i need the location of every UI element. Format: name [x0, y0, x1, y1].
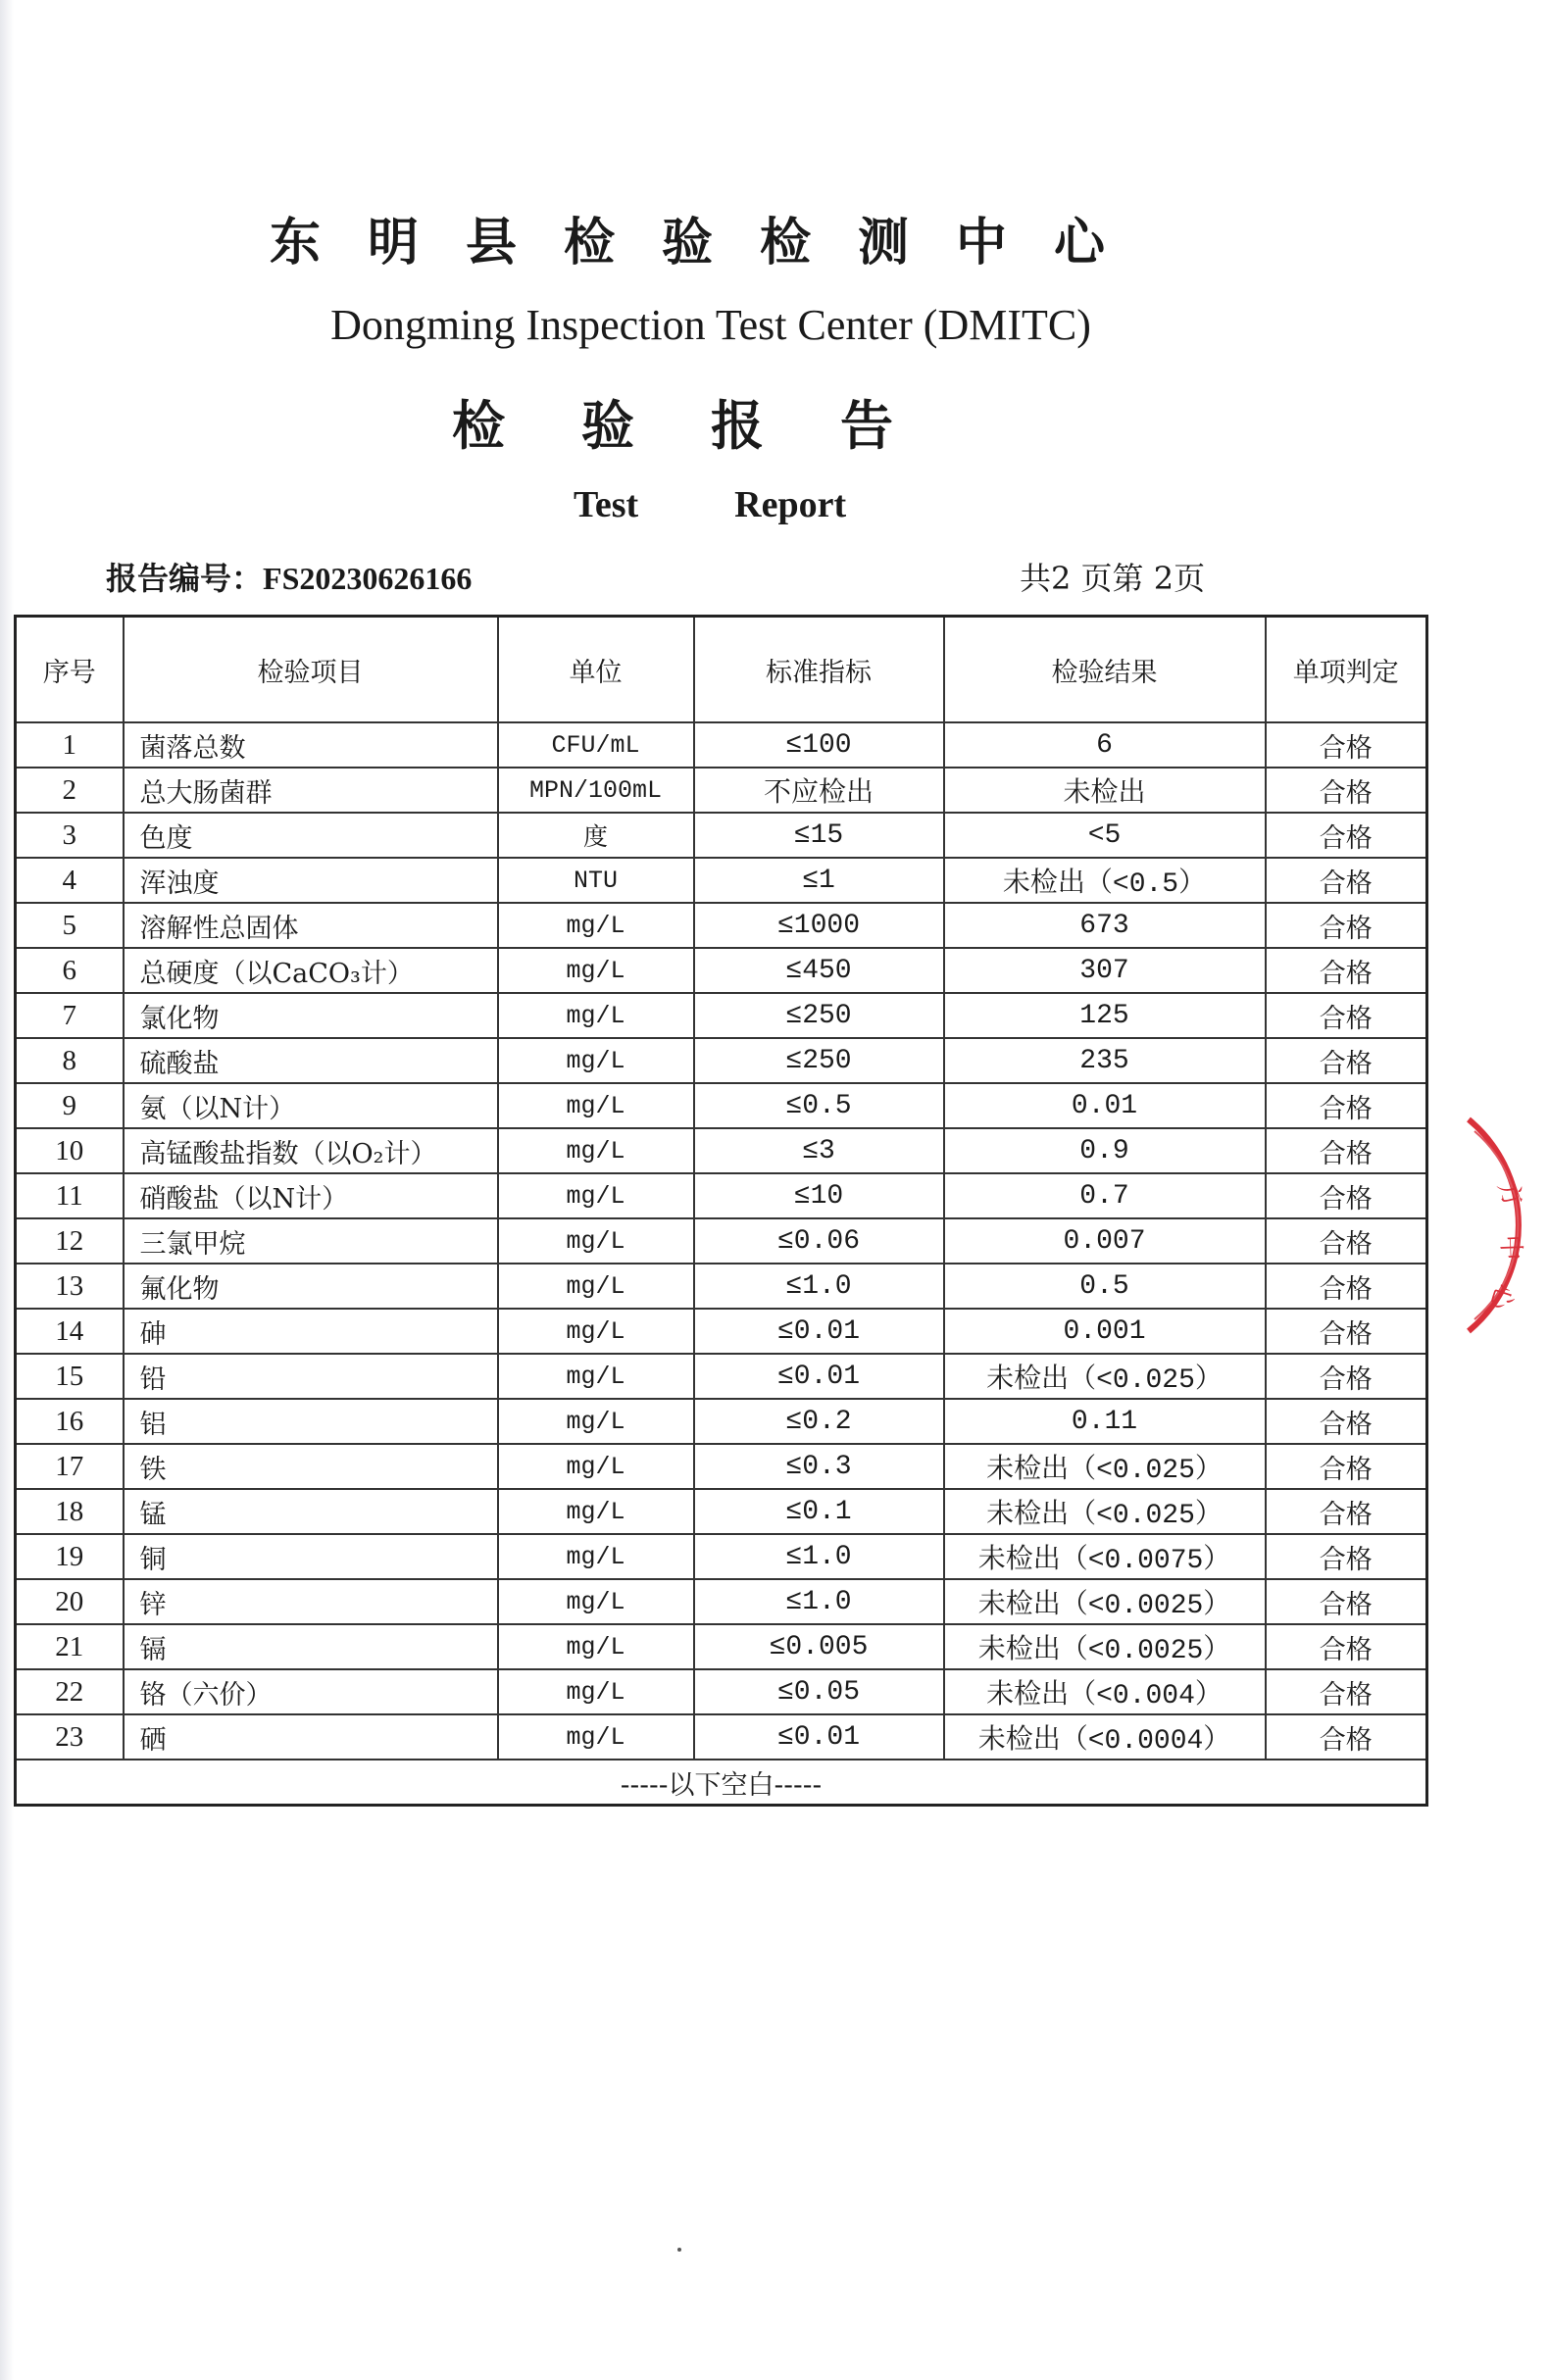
cell-standard: ≤100 — [694, 722, 944, 768]
table-header-row — [16, 617, 1427, 723]
cell-judgement: 合格 — [1266, 1714, 1427, 1760]
cell-item: 总硬度（以CaCO₃计） — [124, 948, 498, 993]
cell-result: 125 — [944, 993, 1266, 1038]
cell-seq: 13 — [16, 1264, 124, 1309]
cell-judgement: 合格 — [1266, 1038, 1427, 1083]
cell-item: 氟化物 — [124, 1264, 498, 1309]
column-header-seq: 序号 — [16, 617, 124, 723]
cell-unit: mg/L — [498, 948, 694, 993]
cell-unit: mg/L — [498, 1624, 694, 1669]
cell-standard: ≤15 — [694, 813, 944, 858]
cell-item: 硝酸盐（以N计） — [124, 1173, 498, 1218]
cell-seq: 23 — [16, 1714, 124, 1760]
report-title-cn: 检验报告 — [452, 394, 970, 457]
cell-result: <5 — [944, 813, 1266, 858]
cell-unit: mg/L — [498, 1534, 694, 1579]
cell-result: 0.7 — [944, 1173, 1266, 1218]
cell-item: 锰 — [124, 1489, 498, 1534]
report-number-label: 报告编号： — [106, 560, 264, 597]
table-footer-row — [16, 1760, 1427, 1806]
cell-item: 硒 — [124, 1714, 498, 1760]
table-row — [16, 1038, 1427, 1083]
cell-seq: 3 — [16, 813, 124, 858]
column-header-unit: 单位 — [498, 617, 694, 723]
cell-seq: 5 — [16, 903, 124, 948]
scan-edge-shadow — [0, 0, 14, 2380]
organization-name-en: Dongming Inspection Test Center (DMITC) — [330, 301, 1091, 349]
cell-judgement: 合格 — [1266, 1489, 1427, 1534]
cell-judgement: 合格 — [1266, 1173, 1427, 1218]
table-row — [16, 1173, 1427, 1218]
cell-unit: mg/L — [498, 1173, 694, 1218]
cell-judgement: 合格 — [1266, 768, 1427, 813]
cell-result: 未检出（<0.025） — [944, 1489, 1266, 1534]
cell-seq: 11 — [16, 1173, 124, 1218]
cell-item: 铅 — [124, 1354, 498, 1399]
table-row — [16, 1714, 1427, 1760]
column-header-item: 检验项目 — [124, 617, 498, 723]
cell-result: 未检出（<0.5） — [944, 858, 1266, 903]
cell-standard: ≤0.01 — [694, 1714, 944, 1760]
cell-result: 0.001 — [944, 1309, 1266, 1354]
table-row — [16, 858, 1427, 903]
table-row — [16, 1309, 1427, 1354]
cell-standard: ≤0.06 — [694, 1218, 944, 1264]
cell-unit: mg/L — [498, 903, 694, 948]
table-row — [16, 722, 1427, 768]
cell-standard: ≤1.0 — [694, 1264, 944, 1309]
report-title-en — [574, 483, 846, 526]
cell-seq: 7 — [16, 993, 124, 1038]
cell-unit: CFU/mL — [498, 722, 694, 768]
cell-judgement: 合格 — [1266, 1083, 1427, 1128]
cell-unit: mg/L — [498, 1669, 694, 1714]
cell-result: 未检出（<0.004） — [944, 1669, 1266, 1714]
cell-standard: ≤0.5 — [694, 1083, 944, 1128]
blank-below-note: -----以下空白----- — [16, 1760, 1427, 1806]
cell-unit: mg/L — [498, 1714, 694, 1760]
cell-seq: 14 — [16, 1309, 124, 1354]
cell-result: 0.11 — [944, 1399, 1266, 1444]
cell-unit: NTU — [498, 858, 694, 903]
cell-result: 未检出 — [944, 768, 1266, 813]
cell-standard: ≤0.01 — [694, 1309, 944, 1354]
cell-judgement: 合格 — [1266, 858, 1427, 903]
cell-standard: ≤250 — [694, 1038, 944, 1083]
cell-judgement: 合格 — [1266, 1128, 1427, 1173]
cell-unit: mg/L — [498, 1218, 694, 1264]
cell-item: 氨（以N计） — [124, 1083, 498, 1128]
table-row — [16, 1579, 1427, 1624]
cell-unit: 度 — [498, 813, 694, 858]
report-number — [106, 554, 472, 599]
cell-seq: 21 — [16, 1624, 124, 1669]
column-header-standard: 标准指标 — [694, 617, 944, 723]
cell-item: 硫酸盐 — [124, 1038, 498, 1083]
organization-name-cn: 东明县检验检测中心 — [269, 213, 1152, 273]
cell-result: 未检出（<0.0025） — [944, 1579, 1266, 1624]
cell-judgement: 合格 — [1266, 1534, 1427, 1579]
cell-judgement: 合格 — [1266, 1399, 1427, 1444]
cell-judgement: 合格 — [1266, 1624, 1427, 1669]
cell-unit: mg/L — [498, 1083, 694, 1128]
table-row — [16, 813, 1427, 858]
table-row — [16, 1354, 1427, 1399]
cell-result: 未检出（<0.0025） — [944, 1624, 1266, 1669]
cell-result: 235 — [944, 1038, 1266, 1083]
cell-unit: mg/L — [498, 1579, 694, 1624]
cell-standard: ≤10 — [694, 1173, 944, 1218]
cell-seq: 1 — [16, 722, 124, 768]
table-row — [16, 903, 1427, 948]
column-header-judgement: 单项判定 — [1266, 617, 1427, 723]
seal-char-3: 心 — [1483, 1279, 1520, 1314]
cell-result: 未检出（<0.0075） — [944, 1534, 1266, 1579]
cell-standard: ≤1.0 — [694, 1534, 944, 1579]
cell-judgement: 合格 — [1266, 1669, 1427, 1714]
scan-speck — [677, 2248, 681, 2252]
cell-unit: mg/L — [498, 1489, 694, 1534]
report-number-value: FS20230626166 — [263, 561, 473, 596]
table-row — [16, 1489, 1427, 1534]
cell-seq: 12 — [16, 1218, 124, 1264]
cell-unit: mg/L — [498, 1309, 694, 1354]
cell-unit: mg/L — [498, 1128, 694, 1173]
cell-item: 砷 — [124, 1309, 498, 1354]
seal-char-1: 方 — [1491, 1176, 1528, 1211]
cell-standard: ≤250 — [694, 993, 944, 1038]
cell-judgement: 合格 — [1266, 813, 1427, 858]
table-row — [16, 1128, 1427, 1173]
seal-char-2: 中 — [1495, 1234, 1525, 1262]
cell-seq: 18 — [16, 1489, 124, 1534]
cell-judgement: 合格 — [1266, 1264, 1427, 1309]
cell-unit: mg/L — [498, 1444, 694, 1489]
cell-judgement: 合格 — [1266, 1218, 1427, 1264]
cell-item: 铁 — [124, 1444, 498, 1489]
cell-item: 浑浊度 — [124, 858, 498, 903]
cell-item: 铝 — [124, 1399, 498, 1444]
cell-unit: mg/L — [498, 1399, 694, 1444]
cell-item: 铜 — [124, 1534, 498, 1579]
cell-standard: 不应检出 — [694, 768, 944, 813]
table-row — [16, 768, 1427, 813]
cell-judgement: 合格 — [1266, 1579, 1427, 1624]
cell-seq: 19 — [16, 1534, 124, 1579]
cell-judgement: 合格 — [1266, 948, 1427, 993]
official-seal — [1459, 1098, 1549, 1353]
cell-item: 镉 — [124, 1624, 498, 1669]
cell-judgement: 合格 — [1266, 1309, 1427, 1354]
cell-standard: ≤0.1 — [694, 1489, 944, 1534]
cell-seq: 15 — [16, 1354, 124, 1399]
table-row — [16, 1624, 1427, 1669]
cell-result: 0.01 — [944, 1083, 1266, 1128]
cell-seq: 10 — [16, 1128, 124, 1173]
cell-standard: ≤0.01 — [694, 1354, 944, 1399]
table-row — [16, 1444, 1427, 1489]
cell-seq: 4 — [16, 858, 124, 903]
table-row — [16, 993, 1427, 1038]
cell-result: 未检出（<0.025） — [944, 1444, 1266, 1489]
cell-judgement: 合格 — [1266, 1354, 1427, 1399]
cell-seq: 17 — [16, 1444, 124, 1489]
cell-result: 307 — [944, 948, 1266, 993]
cell-result: 0.5 — [944, 1264, 1266, 1309]
table-row — [16, 1083, 1427, 1128]
cell-result: 未检出（<0.0004） — [944, 1714, 1266, 1760]
cell-standard: ≤3 — [694, 1128, 944, 1173]
cell-result: 未检出（<0.025） — [944, 1354, 1266, 1399]
cell-seq: 8 — [16, 1038, 124, 1083]
table-body — [16, 722, 1427, 1760]
table-row — [16, 1534, 1427, 1579]
cell-item: 铬（六价） — [124, 1669, 498, 1714]
cell-item: 总大肠菌群 — [124, 768, 498, 813]
table-row — [16, 948, 1427, 993]
cell-item: 菌落总数 — [124, 722, 498, 768]
cell-judgement: 合格 — [1266, 722, 1427, 768]
cell-result: 0.007 — [944, 1218, 1266, 1264]
cell-item: 高锰酸盐指数（以O₂计） — [124, 1128, 498, 1173]
cell-seq: 22 — [16, 1669, 124, 1714]
table-row — [16, 1399, 1427, 1444]
cell-result: 6 — [944, 722, 1266, 768]
cell-result: 673 — [944, 903, 1266, 948]
cell-standard: ≤1.0 — [694, 1579, 944, 1624]
cell-standard: ≤0.3 — [694, 1444, 944, 1489]
cell-standard: ≤0.2 — [694, 1399, 944, 1444]
table-row — [16, 1218, 1427, 1264]
cell-standard: ≤1000 — [694, 903, 944, 948]
column-header-result: 检验结果 — [944, 617, 1266, 723]
cell-judgement: 合格 — [1266, 993, 1427, 1038]
cell-item: 氯化物 — [124, 993, 498, 1038]
cell-standard: ≤0.005 — [694, 1624, 944, 1669]
cell-seq: 2 — [16, 768, 124, 813]
cell-item: 锌 — [124, 1579, 498, 1624]
table-row — [16, 1669, 1427, 1714]
cell-seq: 6 — [16, 948, 124, 993]
cell-unit: mg/L — [498, 1264, 694, 1309]
cell-judgement: 合格 — [1266, 1444, 1427, 1489]
cell-result: 0.9 — [944, 1128, 1266, 1173]
report-title-en-report: Report — [734, 484, 847, 525]
cell-unit: mg/L — [498, 1354, 694, 1399]
cell-item: 色度 — [124, 813, 498, 858]
cell-judgement: 合格 — [1266, 903, 1427, 948]
cell-standard: ≤0.05 — [694, 1669, 944, 1714]
page-counter: 共2 页第 2页 — [1020, 560, 1206, 597]
cell-seq: 20 — [16, 1579, 124, 1624]
cell-seq: 16 — [16, 1399, 124, 1444]
results-table — [14, 615, 1428, 1807]
report-title-en-test: Test — [574, 484, 639, 525]
cell-unit: mg/L — [498, 1038, 694, 1083]
cell-unit: MPN/100mL — [498, 768, 694, 813]
cell-item: 溶解性总固体 — [124, 903, 498, 948]
cell-standard: ≤450 — [694, 948, 944, 993]
cell-item: 三氯甲烷 — [124, 1218, 498, 1264]
table-row — [16, 1264, 1427, 1309]
cell-unit: mg/L — [498, 993, 694, 1038]
cell-seq: 9 — [16, 1083, 124, 1128]
cell-standard: ≤1 — [694, 858, 944, 903]
